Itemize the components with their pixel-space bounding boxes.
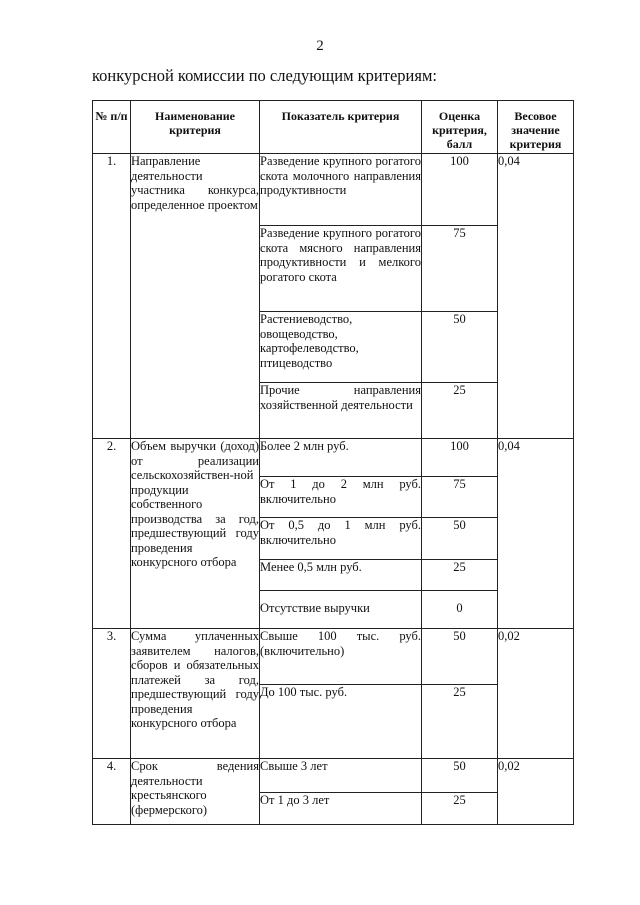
criterion-num: 1. <box>93 154 131 439</box>
indicator-score: 50 <box>422 629 498 685</box>
criterion-weight: 0,02 <box>498 759 574 825</box>
intro-text: конкурсной комиссии по следующим критериям: <box>92 66 437 85</box>
indicator-score: 75 <box>422 477 498 518</box>
header-num: № п/п <box>93 101 131 154</box>
criterion-num: 3. <box>93 629 131 759</box>
table-row <box>93 629 574 685</box>
criterion-weight: 0,02 <box>498 629 574 759</box>
header-name: Наименование критерия <box>131 101 260 154</box>
indicator-text: От 1 до 3 лет <box>260 793 422 825</box>
indicator-text: Более 2 млн руб. <box>260 439 422 477</box>
table-row <box>93 439 574 477</box>
criterion-name: Сумма уплаченных заявителем налогов, сборов и обязательных платежей за год, предшествующий году проведения конкурсного отбора <box>131 629 260 759</box>
criterion-weight: 0,04 <box>498 154 574 439</box>
indicator-text: Свыше 3 лет <box>260 759 422 793</box>
header-indicator: Показатель критерия <box>260 101 422 154</box>
criterion-name: Срок ведения деятельности крестьянского (фермерского) <box>131 759 260 825</box>
indicator-score: 50 <box>422 759 498 793</box>
page-number: 2 <box>316 38 324 54</box>
indicator-score: 25 <box>422 793 498 825</box>
indicator-score: 0 <box>422 591 498 629</box>
indicator-score: 75 <box>422 226 498 312</box>
indicator-text: Растениеводство, овощеводство, картофелеводство, птицеводство <box>260 312 422 383</box>
criterion-num: 4. <box>93 759 131 825</box>
indicator-score: 50 <box>422 312 498 383</box>
criterion-num: 2. <box>93 439 131 629</box>
indicator-text: Прочие направления хозяйственной деятельности <box>260 383 422 439</box>
indicator-text: Менее 0,5 млн руб. <box>260 560 422 591</box>
indicator-score: 100 <box>422 154 498 226</box>
indicator-text: От 1 до 2 млн руб. включительно <box>260 477 422 518</box>
criterion-name: Объем выручки (доход) от реализации сельскохозяйствен-ной продукции собственного производства за год, предшествующий году проведения конкурсного отбора <box>131 439 260 629</box>
table-row <box>93 759 574 793</box>
header-score: Оценка критерия, балл <box>422 101 498 154</box>
indicator-text: Разведение крупного рогатого скота молочного направления продуктивности <box>260 154 422 226</box>
indicator-text: Свыше 100 тыс. руб. (включительно) <box>260 629 422 685</box>
indicator-score: 25 <box>422 685 498 759</box>
indicator-score: 25 <box>422 560 498 591</box>
table-row <box>93 154 574 226</box>
indicator-text: От 0,5 до 1 млн руб. включительно <box>260 518 422 560</box>
header-row <box>93 101 574 154</box>
header-weight: Весовое значение критерия <box>498 101 574 154</box>
criterion-name: Направление деятельности участника конкурса, определенное проектом <box>131 154 260 439</box>
criterion-weight: 0,04 <box>498 439 574 629</box>
indicator-score: 25 <box>422 383 498 439</box>
indicator-text: Отсутствие выручки <box>260 591 422 629</box>
criteria-table <box>92 100 574 825</box>
indicator-score: 100 <box>422 439 498 477</box>
indicator-score: 50 <box>422 518 498 560</box>
indicator-text: До 100 тыс. руб. <box>260 685 422 759</box>
indicator-text: Разведение крупного рогатого скота мясного направления продуктивности и мелкого рогатого скота <box>260 226 422 312</box>
